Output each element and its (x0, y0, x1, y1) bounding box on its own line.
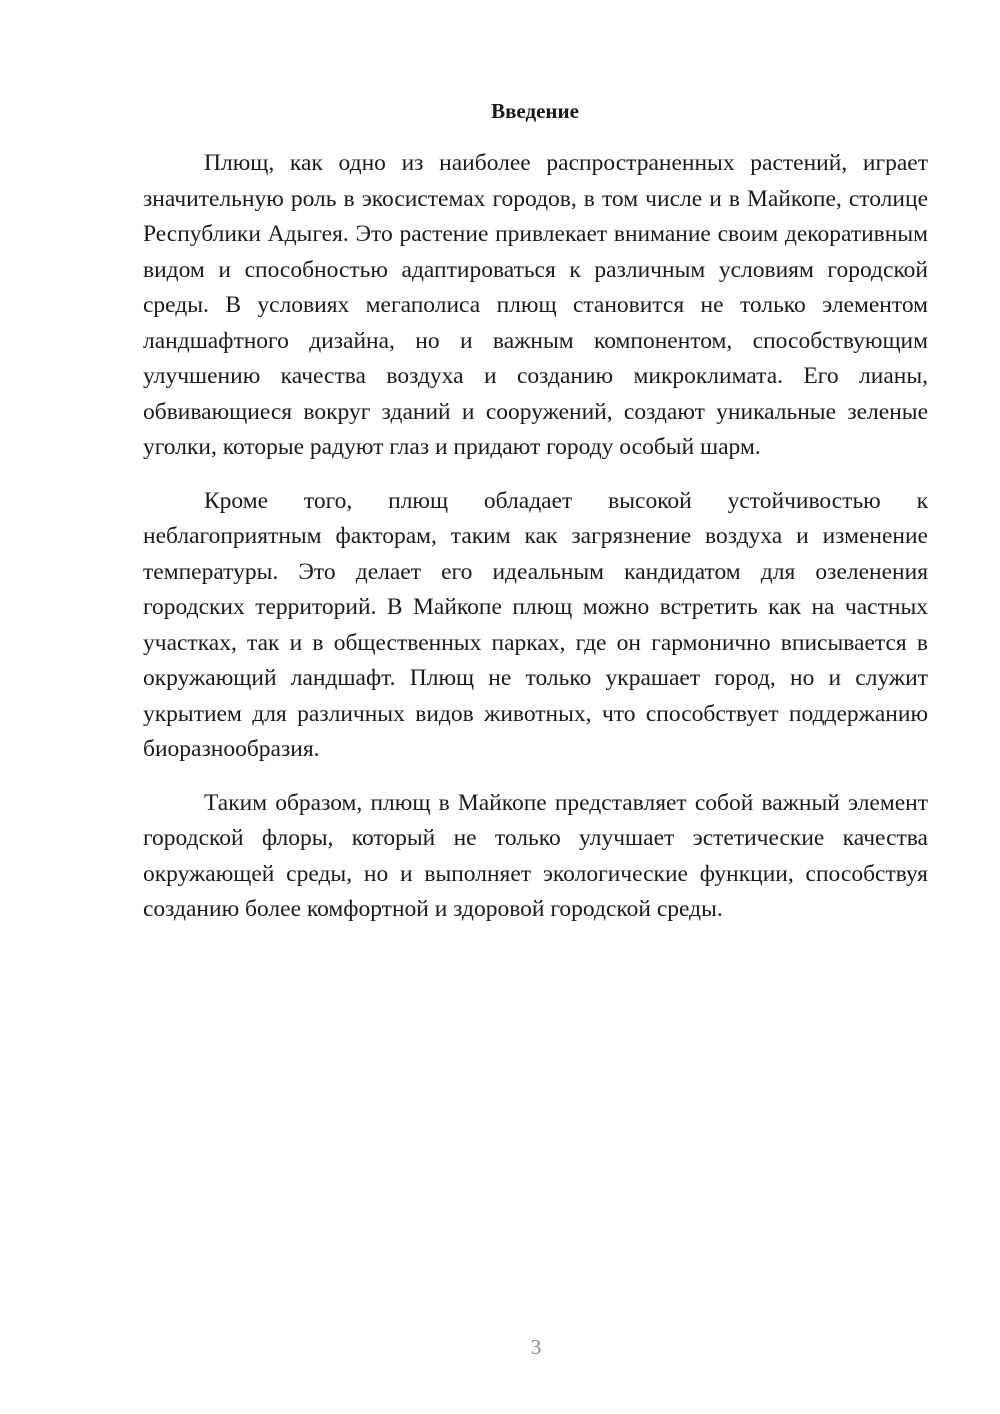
paragraph: Таким образом, плющ в Майкопе представляет собой важный элемент городской флоры, который не только улучшает эстетические качества окружающей среды, но и выполняет экологические функции, способствуя созданию более комфортной и здоровой городской среды. (143, 789, 928, 922)
paragraph: Плющ, как одно из наиболее распространенных растений, играет значительную роль в экосистемах городов, в том числе и в Майкопе, столице Республики Адыгея. Это растение привлекает внимание своим декоративным видом и способностью адаптироваться к различным условиям городской среды. В условиях мегаполиса плющ становится не только элементом ландшафтного дизайна, но и важным компонентом, способствующим улучшению качества воздуха и созданию микроклимата. Его лианы, обвивающиеся вокруг зданий и сооружений, создают уникальные зеленые уголки, которые радуют глаз и придают городу особый шарм. (143, 150, 928, 460)
paragraph: Кроме того, плющ обладает высокой устойчивостью к неблагоприятным факторам, таким как загрязнение воздуха и изменение температуры. Это делает его идеальным кандидатом для озеленения городских территорий. В Майкопе плющ можно встретить как на частных участках, так и в общественных парках, где он гармонично вписывается в окружающий ландшафт. Плющ не только украшает город, но и служит укрытием для различных видов животных, что способствует поддержанию биоразнообразия. (143, 487, 928, 762)
body-text (143, 146, 928, 946)
page-number: 3 (530, 1335, 542, 1359)
section-heading: Введение (491, 99, 579, 123)
